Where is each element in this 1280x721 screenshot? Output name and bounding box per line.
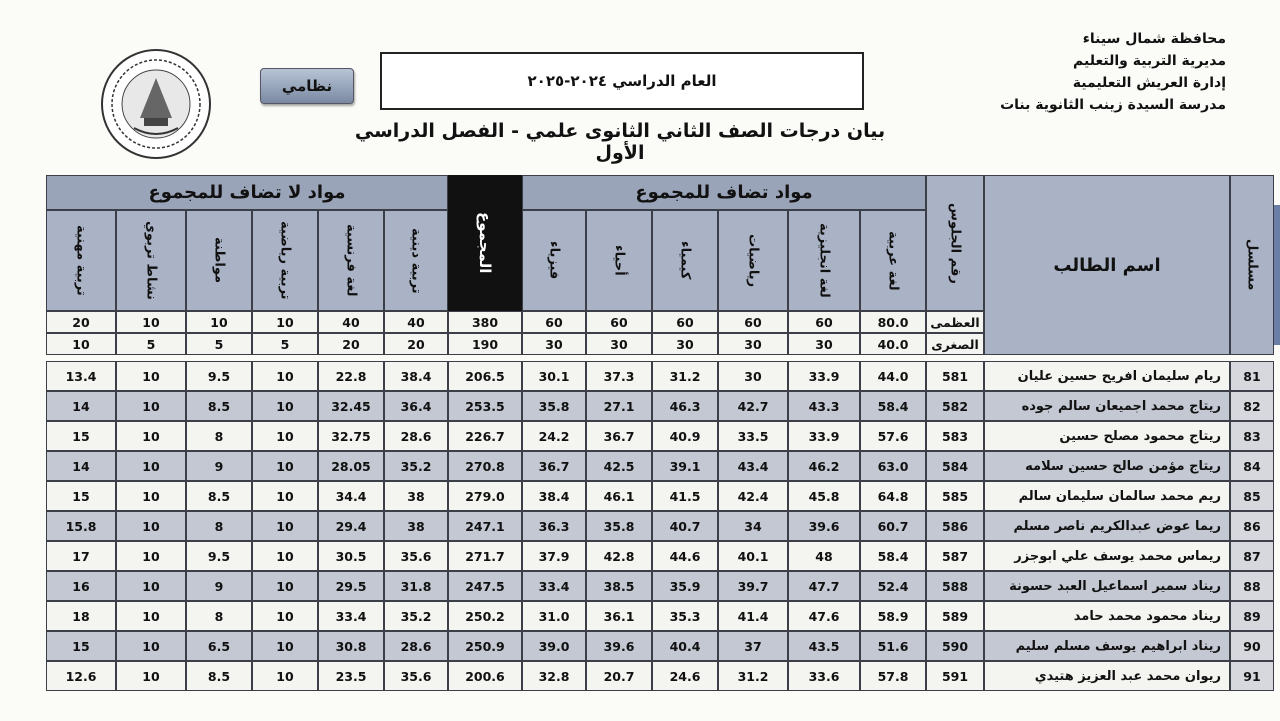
grade-cell: 48	[788, 541, 860, 571]
grade-cell: 44.6	[652, 541, 718, 571]
grade-cell: 9	[186, 571, 252, 601]
column-header-student-name: اسم الطالب	[984, 175, 1230, 355]
grade-cell: 37.3	[586, 361, 652, 391]
score-limit-cell-min: 5	[186, 333, 252, 355]
grade-cell: 33.9	[788, 421, 860, 451]
grade-cell: 10	[116, 451, 186, 481]
score-limit-cell-min: 30	[586, 333, 652, 355]
score-limit-cell-max: 80.0	[860, 311, 926, 333]
grade-cell: 10	[116, 571, 186, 601]
grade-cell: 30	[718, 361, 788, 391]
score-limit-label-max: العظمى	[926, 311, 984, 333]
seat-number-cell: 582	[926, 391, 984, 421]
grade-cell: 31.2	[652, 361, 718, 391]
grade-cell: 36.7	[586, 421, 652, 451]
grade-cell: 10	[252, 361, 318, 391]
grade-cell: 46.3	[652, 391, 718, 421]
grade-cell: 34	[718, 511, 788, 541]
column-header-subject	[384, 210, 448, 311]
grades-table	[46, 175, 1274, 721]
grade-cell: 247.1	[448, 511, 522, 541]
grade-cell: 42.8	[586, 541, 652, 571]
column-header-label: لغة فرنسية	[343, 224, 359, 297]
serial-number-cell: 81	[1230, 361, 1274, 391]
report-title: بيان درجات الصف الثاني الثانوى علمي - الفصل الدراسي الأول	[354, 120, 886, 164]
column-header-label: لغة انجليزية	[816, 223, 832, 298]
grade-cell: 30.5	[318, 541, 384, 571]
serial-number-cell: 88	[1230, 571, 1274, 601]
grade-cell: 32.8	[522, 661, 586, 691]
grade-cell: 35.6	[384, 541, 448, 571]
score-limit-cell-max: 40	[384, 311, 448, 333]
grade-cell: 10	[116, 601, 186, 631]
grade-cell: 13.4	[46, 361, 116, 391]
org-governorate: محافظة شمال سيناء	[1082, 31, 1226, 47]
serial-number-cell: 89	[1230, 601, 1274, 631]
grade-cell: 35.8	[586, 511, 652, 541]
grade-cell: 20.7	[586, 661, 652, 691]
grade-cell: 200.6	[448, 661, 522, 691]
grade-cell: 33.6	[788, 661, 860, 691]
score-limit-cell-max: 60	[586, 311, 652, 333]
column-header-subject	[788, 210, 860, 311]
grade-cell: 52.4	[860, 571, 926, 601]
grade-cell: 36.3	[522, 511, 586, 541]
grade-cell: 27.1	[586, 391, 652, 421]
grade-cell: 15	[46, 421, 116, 451]
grade-cell: 14	[46, 451, 116, 481]
grade-cell: 15	[46, 481, 116, 511]
grade-cell: 8	[186, 511, 252, 541]
academic-year-text: العام الدراسي ٢٠٢٤-٢٠٢٥	[527, 72, 717, 90]
column-header-label: كيمياء	[677, 241, 693, 280]
org-administration: إدارة العريش التعليمية	[1072, 75, 1226, 91]
grade-cell: 16	[46, 571, 116, 601]
grade-cell: 10	[116, 631, 186, 661]
grade-cell: 47.6	[788, 601, 860, 631]
grade-cell: 10	[116, 511, 186, 541]
serial-number-cell: 87	[1230, 541, 1274, 571]
grade-cell: 39.0	[522, 631, 586, 661]
grade-cell: 57.6	[860, 421, 926, 451]
seat-number-cell: 586	[926, 511, 984, 541]
grade-cell: 31.8	[384, 571, 448, 601]
column-header-subject	[586, 210, 652, 311]
serial-number-cell: 86	[1230, 511, 1274, 541]
column-header-subject	[116, 210, 186, 311]
grade-cell: 10	[252, 481, 318, 511]
grade-cell: 42.5	[586, 451, 652, 481]
grade-cell: 45.8	[788, 481, 860, 511]
seat-number-cell: 583	[926, 421, 984, 451]
grade-cell: 24.2	[522, 421, 586, 451]
grade-cell: 44.0	[860, 361, 926, 391]
column-header-label: تربية مهنية	[73, 225, 89, 296]
column-header-serial-label: مسلسل	[1244, 239, 1260, 291]
grade-cell: 33.5	[718, 421, 788, 451]
grade-cell: 10	[116, 391, 186, 421]
grade-cell: 39.6	[788, 511, 860, 541]
grade-cell: 58.4	[860, 541, 926, 571]
grade-cell: 39.6	[586, 631, 652, 661]
grade-cell: 34.4	[318, 481, 384, 511]
grade-cell: 38	[384, 481, 448, 511]
column-header-subject	[46, 210, 116, 311]
column-header-subject	[718, 210, 788, 311]
score-limit-cell-min: 30	[788, 333, 860, 355]
seat-number-cell: 589	[926, 601, 984, 631]
seat-number-cell: 585	[926, 481, 984, 511]
column-header-label: نشاط تربوي	[143, 221, 159, 300]
grade-cell: 36.1	[586, 601, 652, 631]
grade-cell: 30.1	[522, 361, 586, 391]
grade-cell: 8.5	[186, 661, 252, 691]
grade-cell: 28.6	[384, 631, 448, 661]
group-caption-not-added: مواد لا تضاف للمجموع	[46, 175, 448, 210]
column-header-serial	[1230, 175, 1274, 355]
grade-cell: 17	[46, 541, 116, 571]
student-name-cell: ريتاج محمد اجميعان سالم جوده	[984, 391, 1230, 421]
grade-cell: 35.9	[652, 571, 718, 601]
grade-cell: 39.1	[652, 451, 718, 481]
grade-cell: 51.6	[860, 631, 926, 661]
student-name-cell: ريناد سمير اسماعيل العبد حسونة	[984, 571, 1230, 601]
score-limit-cell-min: 30	[652, 333, 718, 355]
grade-cell: 35.3	[652, 601, 718, 631]
seat-number-cell: 590	[926, 631, 984, 661]
student-name-cell: ريام سليمان افريح حسين عليان	[984, 361, 1230, 391]
grade-cell: 43.4	[718, 451, 788, 481]
grade-cell: 42.4	[718, 481, 788, 511]
grade-cell: 43.3	[788, 391, 860, 421]
seat-number-cell: 588	[926, 571, 984, 601]
grade-cell: 10	[116, 541, 186, 571]
column-header-seat-label: رقم الجلوس	[947, 202, 963, 284]
grade-cell: 30.8	[318, 631, 384, 661]
grade-cell: 29.4	[318, 511, 384, 541]
grade-cell: 270.8	[448, 451, 522, 481]
score-limit-cell-min: 40.0	[860, 333, 926, 355]
grade-cell: 10	[252, 541, 318, 571]
grade-cell: 33.9	[788, 361, 860, 391]
grade-cell: 42.7	[718, 391, 788, 421]
grade-cell: 247.5	[448, 571, 522, 601]
score-limit-cell-min: 30	[522, 333, 586, 355]
column-header-label: تربية دينية	[408, 227, 424, 294]
column-header-subject	[186, 210, 252, 311]
score-limit-cell-max: 60	[718, 311, 788, 333]
grade-cell: 58.9	[860, 601, 926, 631]
column-header-subject	[318, 210, 384, 311]
student-name-cell: ريما عوض عبدالكريم ناصر مسلم	[984, 511, 1230, 541]
grade-cell: 18	[46, 601, 116, 631]
grade-cell: 63.0	[860, 451, 926, 481]
serial-number-cell: 84	[1230, 451, 1274, 481]
score-limit-cell-min: 20	[384, 333, 448, 355]
grade-cell: 24.6	[652, 661, 718, 691]
column-header-label: أحياء	[611, 245, 627, 276]
grade-cell: 35.2	[384, 601, 448, 631]
grade-cell: 60.7	[860, 511, 926, 541]
grade-cell: 38	[384, 511, 448, 541]
grade-cell: 206.5	[448, 361, 522, 391]
seat-number-cell: 591	[926, 661, 984, 691]
student-name-cell: ريناد ابراهيم يوسف مسلم سليم	[984, 631, 1230, 661]
grade-cell: 37	[718, 631, 788, 661]
grade-cell: 29.5	[318, 571, 384, 601]
column-header-subject	[522, 210, 586, 311]
serial-number-cell: 91	[1230, 661, 1274, 691]
grade-cell: 15.8	[46, 511, 116, 541]
group-caption-added: مواد تضاف للمجموع	[522, 175, 926, 210]
grade-cell: 250.9	[448, 631, 522, 661]
student-name-cell: ريتاج مؤمن صالح حسين سلامه	[984, 451, 1230, 481]
grade-cell: 23.5	[318, 661, 384, 691]
student-name-cell: ريماس محمد يوسف علي ابوجزر	[984, 541, 1230, 571]
grade-cell: 9.5	[186, 541, 252, 571]
grade-cell: 39.7	[718, 571, 788, 601]
grade-cell: 28.05	[318, 451, 384, 481]
grade-cell: 43.5	[788, 631, 860, 661]
score-limit-cell-max: 60	[788, 311, 860, 333]
student-name-cell: ريتاج محمود مصلح حسين	[984, 421, 1230, 451]
score-limit-cell-min: 190	[448, 333, 522, 355]
grade-cell: 36.4	[384, 391, 448, 421]
grade-cell: 40.7	[652, 511, 718, 541]
grade-cell: 271.7	[448, 541, 522, 571]
grade-cell: 40.4	[652, 631, 718, 661]
grade-cell: 41.5	[652, 481, 718, 511]
score-limit-cell-max: 40	[318, 311, 384, 333]
grade-cell: 15	[46, 631, 116, 661]
school-seal-logo	[100, 48, 212, 160]
column-header-subject	[652, 210, 718, 311]
score-limit-cell-max: 380	[448, 311, 522, 333]
grade-cell: 12.6	[46, 661, 116, 691]
grade-cell: 46.1	[586, 481, 652, 511]
grade-cell: 38.4	[384, 361, 448, 391]
grade-cell: 35.6	[384, 661, 448, 691]
grade-cell: 8.5	[186, 391, 252, 421]
grade-cell: 37.9	[522, 541, 586, 571]
grade-cell: 10	[252, 511, 318, 541]
serial-number-cell: 85	[1230, 481, 1274, 511]
org-school: مدرسة السيدة زينب الثانوية بنات	[1000, 97, 1226, 113]
grade-cell: 58.4	[860, 391, 926, 421]
column-header-subject	[860, 210, 926, 311]
serial-number-cell: 90	[1230, 631, 1274, 661]
serial-number-cell: 82	[1230, 391, 1274, 421]
score-limit-cell-max: 10	[186, 311, 252, 333]
grade-cell: 250.2	[448, 601, 522, 631]
grade-cell: 10	[116, 481, 186, 511]
score-limit-cell-max: 10	[116, 311, 186, 333]
column-header-label: تربية رياضية	[277, 221, 293, 300]
seat-number-cell: 584	[926, 451, 984, 481]
score-limit-cell-min: 5	[116, 333, 186, 355]
grade-cell: 64.8	[860, 481, 926, 511]
grade-cell: 40.1	[718, 541, 788, 571]
grade-cell: 10	[252, 661, 318, 691]
student-name-cell: ريم محمد سالمان سليمان سالم	[984, 481, 1230, 511]
grade-cell: 40.9	[652, 421, 718, 451]
column-header-total	[448, 175, 522, 311]
grade-cell: 32.45	[318, 391, 384, 421]
grade-cell: 10	[252, 421, 318, 451]
grade-cell: 10	[116, 661, 186, 691]
system-type-button[interactable]: نظامي	[260, 68, 354, 104]
column-header-label: رياضيات	[745, 233, 761, 288]
academic-year-box	[380, 52, 864, 110]
grade-cell: 10	[252, 601, 318, 631]
grade-cell: 8	[186, 421, 252, 451]
seat-number-cell: 587	[926, 541, 984, 571]
score-limit-cell-min: 20	[318, 333, 384, 355]
grade-cell: 10	[252, 631, 318, 661]
grade-cell: 22.8	[318, 361, 384, 391]
grade-cell: 10	[116, 421, 186, 451]
grade-cell: 32.75	[318, 421, 384, 451]
grade-cell: 226.7	[448, 421, 522, 451]
student-name-cell: ريوان محمد عبد العزيز هتيدي	[984, 661, 1230, 691]
column-header-seat-number	[926, 175, 984, 311]
grade-cell: 35.8	[522, 391, 586, 421]
grade-cell: 38.5	[586, 571, 652, 601]
score-limit-cell-min: 10	[46, 333, 116, 355]
column-header-label: لغة عربية	[885, 230, 901, 291]
grade-cell: 41.4	[718, 601, 788, 631]
grade-cell: 10	[116, 361, 186, 391]
grade-cell: 6.5	[186, 631, 252, 661]
score-limit-cell-min: 5	[252, 333, 318, 355]
column-header-subject	[252, 210, 318, 311]
org-directorate: مديرية التربية والتعليم	[1073, 53, 1226, 69]
grade-cell: 9	[186, 451, 252, 481]
grade-cell: 10	[252, 391, 318, 421]
seat-number-cell: 581	[926, 361, 984, 391]
column-header-total-label: المجموع	[476, 212, 494, 274]
serial-number-cell: 83	[1230, 421, 1274, 451]
student-name-cell: ريناد محمود محمد حامد	[984, 601, 1230, 631]
grade-cell: 38.4	[522, 481, 586, 511]
score-limit-cell-max: 10	[252, 311, 318, 333]
score-limit-label-min: الصغرى	[926, 333, 984, 355]
grade-cell: 8	[186, 601, 252, 631]
grade-cell: 36.7	[522, 451, 586, 481]
column-header-label: مواطنة	[211, 237, 227, 284]
grade-cell: 31.0	[522, 601, 586, 631]
grade-cell: 10	[252, 571, 318, 601]
grade-cell: 10	[252, 451, 318, 481]
score-limit-cell-max: 60	[522, 311, 586, 333]
grade-cell: 14	[46, 391, 116, 421]
grade-cell: 33.4	[318, 601, 384, 631]
grade-cell: 28.6	[384, 421, 448, 451]
grade-cell: 279.0	[448, 481, 522, 511]
grade-cell: 47.7	[788, 571, 860, 601]
grade-cell: 57.8	[860, 661, 926, 691]
grade-cell: 35.2	[384, 451, 448, 481]
score-limit-cell-min: 30	[718, 333, 788, 355]
grade-cell: 46.2	[788, 451, 860, 481]
score-limit-cell-max: 20	[46, 311, 116, 333]
grade-cell: 8.5	[186, 481, 252, 511]
grade-cell: 31.2	[718, 661, 788, 691]
grade-cell: 9.5	[186, 361, 252, 391]
grade-cell: 253.5	[448, 391, 522, 421]
score-limit-cell-max: 60	[652, 311, 718, 333]
grade-cell: 33.4	[522, 571, 586, 601]
organization-block	[986, 28, 1226, 116]
column-header-label: فيزياء	[546, 241, 562, 280]
